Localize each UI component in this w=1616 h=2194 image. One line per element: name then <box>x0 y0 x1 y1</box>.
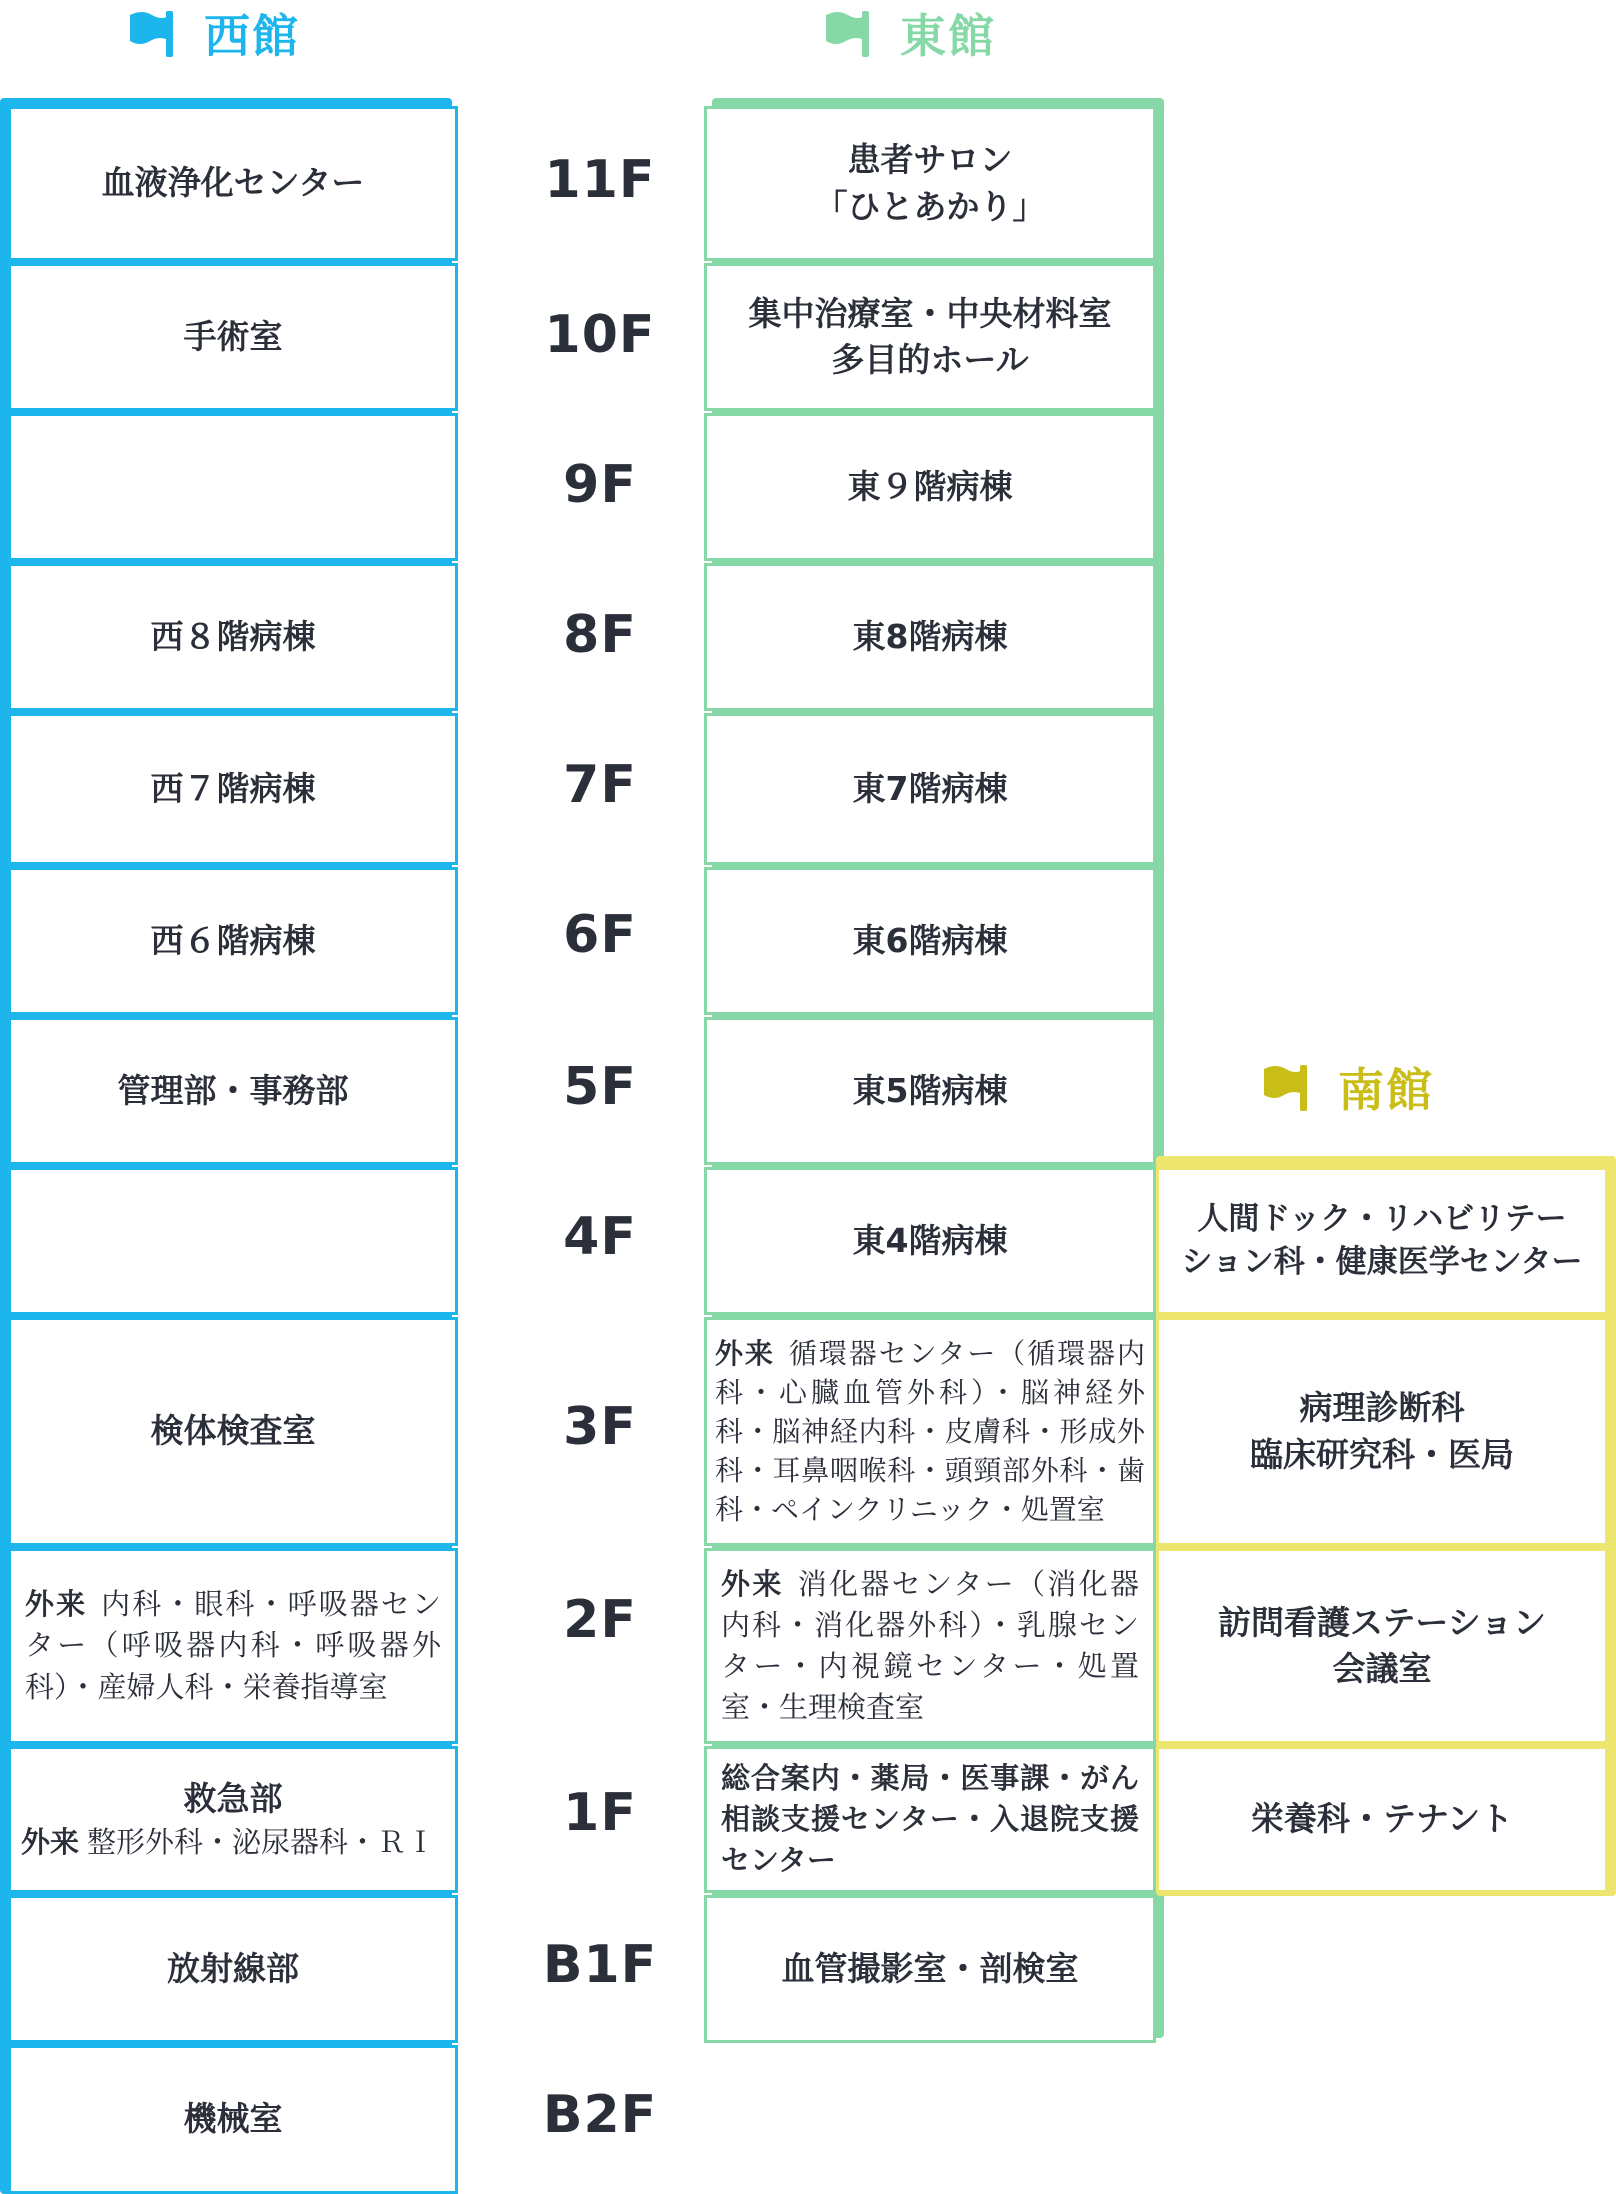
west-10f-text: 手術室 <box>183 316 283 356</box>
east-8f-cell <box>704 563 1156 711</box>
west-5f-text: 管理部・事務部 <box>117 1070 349 1110</box>
west-b2f-text: 機械室 <box>183 2099 283 2139</box>
east-2f-text: 消化器センター（消化器内科・消化器外科）・乳腺センター・内視鏡センター・処置室・生理検査室 <box>721 1566 1139 1725</box>
south-2f-cell <box>1156 1548 1608 1744</box>
west-building-header <box>126 0 300 66</box>
floor-label-1f: 1F <box>563 1783 637 1843</box>
east-building-header <box>822 0 996 66</box>
east-building-name: 東館 <box>900 9 996 63</box>
west-3f-cell <box>8 1317 458 1546</box>
east-6f-cell <box>704 867 1156 1015</box>
south-building-name: 南館 <box>1338 1063 1434 1117</box>
floor-label-4f: 4F <box>563 1207 637 1267</box>
south-building-header <box>1260 1054 1434 1120</box>
south-1f-text: 栄養科・テナント <box>1250 1799 1514 1839</box>
south-4f-line1: 人間ドック・リハビリテー <box>1197 1200 1567 1237</box>
east-4f-cell <box>704 1167 1156 1315</box>
east-4f-text: 東4階病棟 <box>852 1220 1008 1260</box>
south-3f-line2: 臨床研究科・医局 <box>1250 1434 1514 1474</box>
flag-icon <box>126 5 182 61</box>
west-2f-cell <box>8 1548 458 1744</box>
east-b1f-text: 血管撮影室・剖検室 <box>781 1948 1079 1988</box>
west-b1f-text: 放射線部 <box>167 1948 299 1988</box>
west-4f-cell <box>8 1167 458 1315</box>
west-1f-cell <box>8 1746 458 1893</box>
east-10f-cell <box>704 263 1156 411</box>
outpatient-tag: 外来 <box>715 1336 775 1370</box>
outpatient-tag: 外来 <box>21 1825 80 1860</box>
floor-label-6f: 6F <box>563 905 637 965</box>
east-10f-line1: 集中治療室・中央材料室 <box>748 293 1112 333</box>
west-8f-text: 西８階病棟 <box>150 616 316 656</box>
outpatient-tag: 外来 <box>721 1566 784 1601</box>
west-7f-text: 西７階病棟 <box>150 768 316 808</box>
floor-label-11f: 11F <box>544 150 656 210</box>
west-1f-text: 整形外科・泌尿器科・ＲＩ <box>87 1825 436 1860</box>
east-b1f-cell <box>704 1895 1156 2043</box>
east-9f-text: 東９階病棟 <box>847 466 1013 506</box>
east-7f-cell <box>704 713 1156 865</box>
east-6f-text: 東6階病棟 <box>852 920 1008 960</box>
south-2f-line2: 会議室 <box>1332 1649 1432 1688</box>
west-3f-text: 検体検査室 <box>150 1411 316 1451</box>
east-3f-cell <box>704 1317 1156 1546</box>
west-1f-outpatient <box>21 1822 435 1863</box>
south-4f-cell <box>1156 1167 1608 1315</box>
floor-label-b1f: B1F <box>542 1935 658 1995</box>
west-2f-text: 内科・眼科・呼吸器センター（呼吸器内科・呼吸器外科）・産婦人科・栄養指導室 <box>25 1587 441 1704</box>
outpatient-tag: 外来 <box>25 1587 88 1622</box>
flag-icon <box>822 5 878 61</box>
east-3f-outpatient <box>715 1334 1145 1530</box>
west-7f-cell <box>8 713 458 865</box>
east-2f-outpatient <box>721 1564 1139 1729</box>
east-5f-cell <box>704 1017 1156 1165</box>
floor-label-3f: 3F <box>563 1397 637 1457</box>
east-7f-text: 東7階病棟 <box>852 768 1008 808</box>
west-b2f-cell <box>8 2045 458 2194</box>
west-6f-text: 西６階病棟 <box>150 920 316 960</box>
east-2f-cell <box>704 1548 1156 1744</box>
floor-label-9f: 9F <box>563 455 637 515</box>
east-9f-cell <box>704 413 1156 561</box>
floor-label-10f: 10F <box>544 305 656 365</box>
west-b1f-cell <box>8 1895 458 2043</box>
west-11f-cell <box>8 106 458 261</box>
east-11f-cell <box>704 106 1156 261</box>
west-8f-cell <box>8 563 458 711</box>
west-10f-cell <box>8 263 458 411</box>
west-2f-outpatient <box>25 1584 441 1708</box>
west-5f-cell <box>8 1017 458 1165</box>
west-building-name: 西館 <box>204 9 300 63</box>
east-10f-line2: 多目的ホール <box>831 340 1029 379</box>
east-11f-line2: 「ひとあかり」 <box>814 186 1046 226</box>
east-1f-cell <box>704 1746 1156 1893</box>
east-3f-text: 循環器センター（循環器内科・心臓血管外科）・脳神経外科・脳神経内科・皮膚科・形成外科・耳鼻咽喉科・頭頸部外科・歯科・ペインクリニック・処置室 <box>715 1336 1145 1527</box>
east-5f-text: 東5階病棟 <box>852 1070 1008 1110</box>
floor-label-7f: 7F <box>563 755 637 815</box>
floor-label-b2f: B2F <box>542 2085 658 2145</box>
south-1f-cell <box>1156 1746 1608 1893</box>
south-4f-line2: ション科・健康医学センター <box>1181 1244 1583 1280</box>
flag-icon <box>1260 1059 1316 1115</box>
west-11f-text: 血液浄化センター <box>101 163 365 203</box>
floor-label-2f: 2F <box>563 1590 637 1650</box>
south-2f-line1: 訪問看護ステーション <box>1217 1602 1547 1642</box>
floor-label-8f: 8F <box>563 605 637 665</box>
east-11f-line1: 患者サロン <box>847 140 1013 180</box>
south-3f-line1: 病理診断科 <box>1299 1388 1465 1428</box>
south-3f-cell <box>1156 1317 1608 1546</box>
west-9f-cell <box>8 413 458 561</box>
east-1f-text: 総合案内・薬局・医事課・がん相談支援センター・入退院支援センター <box>721 1760 1139 1878</box>
floor-label-5f: 5F <box>563 1057 637 1117</box>
west-6f-cell <box>8 867 458 1015</box>
west-1f-title: 救急部 <box>183 1779 283 1819</box>
east-8f-text: 東8階病棟 <box>852 616 1008 656</box>
